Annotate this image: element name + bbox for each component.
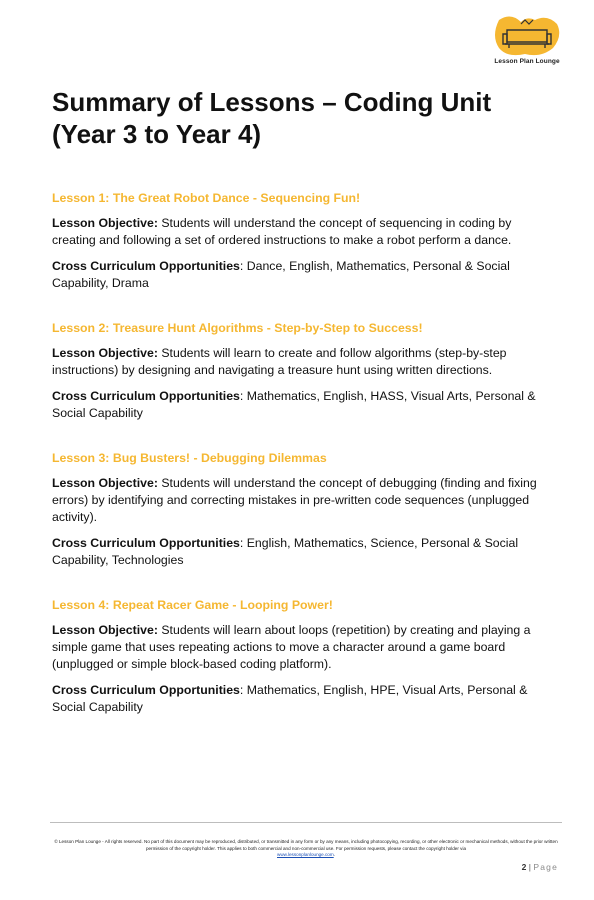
footer-copyright xyxy=(50,839,562,859)
lesson-4-cross-curriculum: Cross Curriculum Opportunities: Mathematics, English, HPE, Visual Arts, Personal & Social Capability xyxy=(52,683,528,714)
footer-website-link[interactable]: www.lessonplanlounge.com xyxy=(277,852,334,857)
objective-text: Students will learn about loops (repetition) by creating and playing a simple game that uses repeating actions to move a character around a game board (unplugged or simple block-based coding platform). xyxy=(52,623,531,671)
lesson-4-title: Lesson 4: Repeat Racer Game - Looping Power! xyxy=(52,598,333,612)
lesson-2 xyxy=(52,320,542,422)
cross-label: Cross Curriculum Opportunities xyxy=(52,683,240,697)
objective-text: Students will understand the concept of sequencing in coding by creating and following a set of ordered instructions to make a robot perform a dance. xyxy=(52,216,512,247)
lesson-3-objective xyxy=(52,475,542,526)
page-title: Summary of Lessons – Coding Unit (Year 3 to Year 4) xyxy=(52,87,492,149)
lesson-2-objective xyxy=(52,345,542,379)
cross-text: English, Mathematics, Science, Personal & Social Capability, Technologies xyxy=(52,536,519,567)
objective-label: Lesson Objective: xyxy=(52,623,158,637)
lessons-list xyxy=(52,190,542,744)
lesson-1-cross-curriculum: Cross Curriculum Opportunities: Dance, English, Mathematics, Personal & Social Capability, Drama xyxy=(52,259,510,290)
objective-label: Lesson Objective: xyxy=(52,216,158,230)
logo-text: Lesson Plan Lounge xyxy=(494,58,560,65)
cross-text: Mathematics, English, HASS, Visual Arts, Personal & Social Capability xyxy=(52,389,536,420)
cross-text: Dance, English, Mathematics, Personal & Social Capability, Drama xyxy=(52,259,510,290)
cross-label: Cross Curriculum Opportunities xyxy=(52,259,240,273)
page-number-value: 2 xyxy=(521,862,527,872)
lesson-3-cross-curriculum: Cross Curriculum Opportunities: English, Mathematics, Science, Personal & Social Capability, Technologies xyxy=(52,536,519,567)
brand-logo xyxy=(491,14,563,72)
objective-text: Students will learn to create and follow algorithms (step-by-step instructions) by designing and navigating a treasure hunt using written directions. xyxy=(52,346,507,377)
lesson-1 xyxy=(52,190,542,292)
lesson-3-title: Lesson 3: Bug Busters! - Debugging Dilemmas xyxy=(52,451,327,465)
cross-label: Cross Curriculum Opportunities xyxy=(52,389,240,403)
objective-text: Students will understand the concept of debugging (finding and fixing errors) by identifying and correcting mistakes in pre-written code sequences (unplugged activity). xyxy=(52,476,537,524)
page-label: Page xyxy=(533,862,558,872)
footer-divider xyxy=(50,822,562,823)
lesson-2-cross-curriculum: Cross Curriculum Opportunities: Mathematics, English, HASS, Visual Arts, Personal & Social Capability xyxy=(52,389,536,420)
objective-label: Lesson Objective: xyxy=(52,476,158,490)
objective-label: Lesson Objective: xyxy=(52,346,158,360)
lesson-4-objective xyxy=(52,622,542,673)
lesson-2-title: Lesson 2: Treasure Hunt Algorithms - Step-by-Step to Success! xyxy=(52,321,423,335)
lesson-1-title: Lesson 1: The Great Robot Dance - Sequencing Fun! xyxy=(52,191,361,205)
page-number xyxy=(522,862,558,872)
lesson-1-objective xyxy=(52,215,542,249)
lesson-3 xyxy=(52,450,542,569)
page-separator: | xyxy=(528,862,531,872)
lesson-4 xyxy=(52,597,542,716)
link-suffix: . xyxy=(333,852,335,857)
sofa-logo-icon xyxy=(491,14,563,58)
cross-label: Cross Curriculum Opportunities xyxy=(52,536,240,550)
cross-text: Mathematics, English, HPE, Visual Arts, Personal & Social Capability xyxy=(52,683,528,714)
copyright-text: © Lesson Plan Lounge - All rights reserved. No part of this document may be reproduced, distributed, or transmitted in any form or by any means, including photocopying, recording, or other electronic or mechanical methods, without the prior written permission of the copyright holder. This applies to both commercial and non-commercial use. For permission requests, please contact the copyright holder via xyxy=(54,839,558,851)
